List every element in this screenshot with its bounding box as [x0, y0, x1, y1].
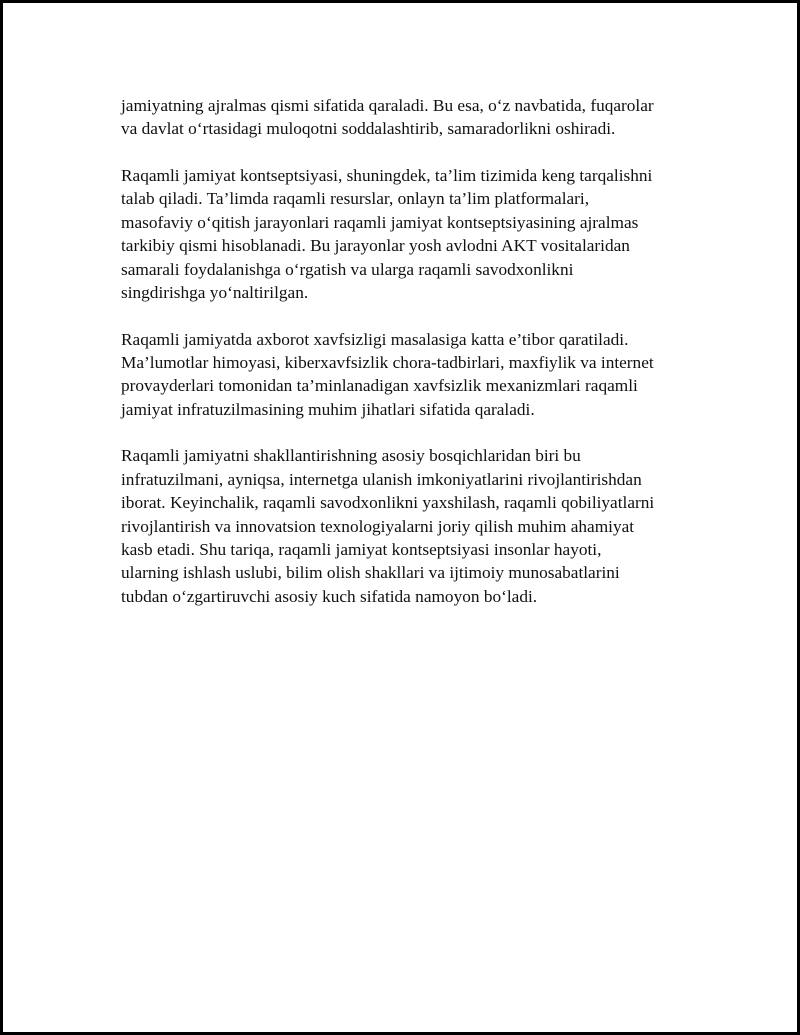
text-line: infratuzilmani, ayniqsa, internetga ulanish imkoniyatlarini rivojlantirishdan: [121, 469, 642, 489]
text-line: singdirishga yo‘naltirilgan.: [121, 283, 309, 303]
text-line: tarkibiy qismi hisoblanadi. Bu jarayonlar yosh avlodni AKT vositalaridan: [121, 236, 630, 256]
text-line: masofaviy o‘qitish jarayonlari raqamli jamiyat kontseptsiyasining ajralmas: [121, 212, 639, 232]
text-line: rivojlantirish va innovatsion texnologiyalarni joriy qilish muhim ahamiyat: [121, 516, 635, 536]
paragraph-2: [121, 164, 701, 304]
text-line: Ma’lumotlar himoyasi, kiberxavfsizlik chora-tadbirlari, maxfiylik va internet: [121, 353, 654, 373]
text-line: tubdan o‘zgartiruvchi asosiy kuch sifatida namoyon bo‘ladi.: [121, 586, 538, 606]
text-line: samarali foydalanishga o‘rgatish va ularga raqamli savodxonlikni: [121, 259, 574, 279]
text-line: iborat. Keyinchalik, raqamli savodxonlikni yaxshilash, raqamli qobiliyatlarni: [121, 493, 655, 513]
paragraph-1: [121, 94, 701, 141]
text-line: talab qiladi. Ta’limda raqamli resurslar, onlayn ta’lim platformalari,: [121, 189, 590, 209]
page-body-text: [121, 94, 701, 631]
text-line: jamiyatning ajralmas qismi sifatida qaraladi. Bu esa, o‘z navbatida, fuqarolar: [121, 96, 654, 115]
paragraph-3: [121, 328, 701, 422]
text-line: provayderlari tomonidan ta’minlanadigan xavfsizlik mexanizmlari raqamli: [121, 376, 638, 396]
text-line: Raqamli jamiyatni shakllantirishning asosiy bosqichlaridan biri bu: [121, 446, 581, 466]
text-line: va davlat o‘rtasidagi muloqotni soddalashtirib, samaradorlikni oshiradi.: [121, 119, 616, 139]
text-line: Raqamli jamiyatda axborot xavfsizligi masalasiga katta e’tibor qaratiladi.: [121, 329, 629, 349]
text-line: Raqamli jamiyat kontseptsiyasi, shuningdek, ta’lim tizimida keng tarqalishni: [121, 166, 653, 185]
text-line: jamiyat infratuzilmasining muhim jihatlari sifatida qaraladi.: [121, 399, 535, 419]
paragraph-4: [121, 444, 701, 608]
text-line: kasb etadi. Shu tariqa, raqamli jamiyat kontseptsiyasi insonlar hayoti,: [121, 540, 602, 560]
text-line: ularning ishlash uslubi, bilim olish shakllari va ijtimoiy munosabatlarini: [121, 563, 620, 583]
